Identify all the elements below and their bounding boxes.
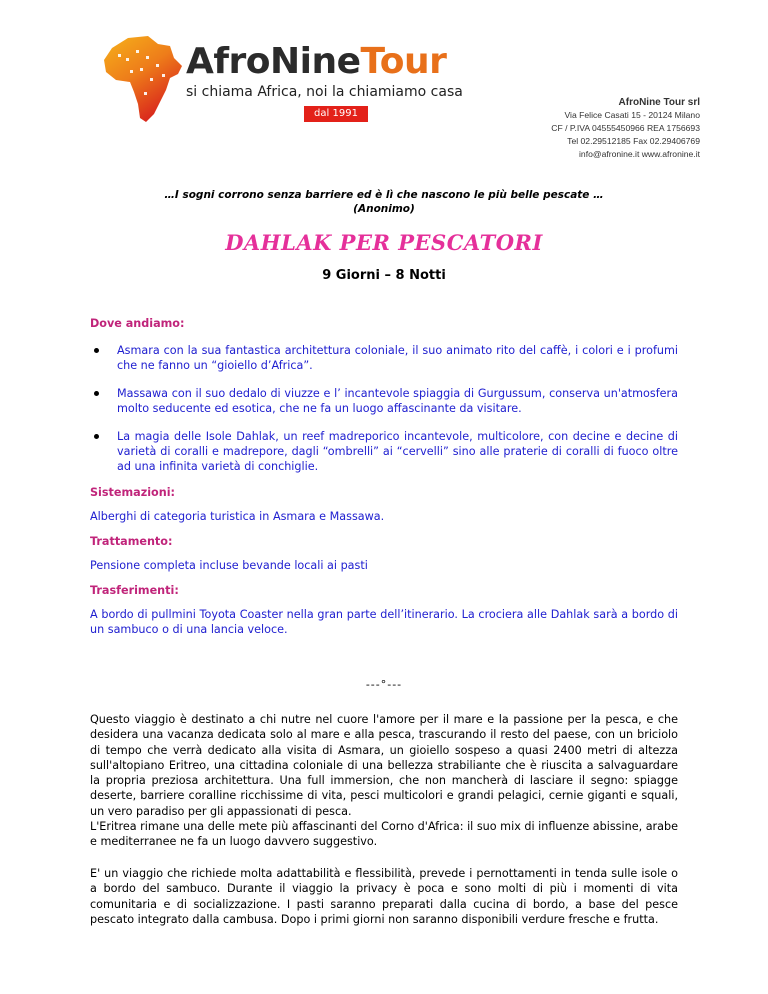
trip-duration: 9 Giorni – 8 Notti: [322, 268, 446, 283]
company-info: [500, 96, 700, 161]
quote-text: …I sogni corrono senza barriere ed è lì che nascono le più belle pescate …: [164, 189, 604, 201]
paragraph-text: L'Eritrea rimane una delle mete più affascinanti del Corno d'Africa: il suo mix di influenze abissine, arabe e mediterranee ne fa un luogo davvero suggestivo.: [90, 820, 678, 849]
accommodation-heading: Sistemazioni:: [90, 486, 175, 499]
travel-notes-paragraph: E' un viaggio che richiede molta adattabilità e flessibilità, prevede i pernottamenti in tenda sulle isole o a bordo del sambuco. Durante il viaggio la privacy è poca e sono molti di più i momenti di vita comunitaria e di socializzazione. I pasti saranno preparati dalla cucina di bordo, a base del pesce pescato integrato dalla cambusa. Dopo i primi giorni non saranno disponibili verdure fresche e frutta.: [90, 867, 678, 926]
board-heading: Trattamento:: [90, 535, 173, 548]
destination-list: [90, 343, 678, 474]
company-address: Via Felice Casati 15 - 20124 Milano: [564, 110, 700, 120]
company-tax-info: CF / P.IVA 04555450966 REA 1756693: [551, 123, 700, 133]
paragraph-text: Questo viaggio è destinato a chi nutre nel cuore l'amore per il mare e la passione per la pesca, e che desidera una vacanza dedicata solo al mare e alla pesca, trascurando il resto del paese, con un briciolo di tempo che verrà dedicato alla visita di Asmara, un gioiello sospeso a quasi 2400 metri di altezza sull'altopiano Eritreo, una cittadina coloniale di una bellezza strabiliante che è riuscita a salvaguardare la propria preziosa architettura. Una full immersion, che non mancherà di lasciare il segno: spiagge deserte, barriere coralline ricchissime di vita, pesci multicolori e grandi pelagici, cernie giganti e squali, un vero paradiso per gli appassionati di pesca.: [90, 713, 678, 818]
board-text: Pensione completa incluse bevande locali ai pasti: [90, 559, 368, 572]
company-web: info@afronine.it www.afronine.it: [579, 149, 700, 159]
list-item: Massawa con il suo dedalo di viuzze e l’ incantevole spiaggia di Gurgussum, conserva un'atmosfera molto seducente ed esotica, che ne fa un luogo affascinante da visitare.: [90, 386, 678, 416]
bullet-icon: [94, 434, 99, 439]
logo-tagline: si chiama Africa, noi la chiamiamo casa: [186, 84, 463, 100]
transfers-text: A bordo di pullmini Toyota Coaster nella gran parte dell’itinerario. La crociera alle Dahlak sarà a bordo di un sambuco o di una lancia veloce.: [90, 608, 678, 636]
logo-brand: [186, 42, 446, 82]
since-badge: dal 1991: [304, 106, 368, 122]
quote-author: (Anonimo): [353, 203, 415, 215]
africa-map-icon: [100, 34, 186, 126]
bullet-icon: [94, 348, 99, 353]
accommodation-text: Alberghi di categoria turistica in Asmara e Massawa.: [90, 510, 385, 523]
logo-brand-accent: Tour: [360, 41, 447, 82]
company-name: AfroNine Tour srl: [618, 97, 700, 108]
company-phone: Tel 02.29512185 Fax 02.29406769: [567, 136, 700, 146]
where-heading: Dove andiamo:: [90, 317, 185, 330]
afronine-logo: [108, 34, 463, 124]
page-title: DAHLAK PER PESCATORI: [225, 230, 543, 255]
section-divider: ---°---: [365, 678, 403, 691]
transfers-heading: Trasferimenti:: [90, 584, 179, 597]
epigraph: [0, 188, 768, 216]
list-item: Asmara con la sua fantastica architettura coloniale, il suo animato rito del caffè, i colori e i profumi che ne fanno un “gioiello d’Africa”.: [90, 343, 678, 373]
list-item: La magia delle Isole Dahlak, un reef madreporico incantevole, multicolore, con decine e decine di varietà di coralli e madrepore, dagli “ombrelli” ai “cervelli” sino alle praterie di coralli di fuoco oltre ad una infinita varietà di conchiglie.: [90, 429, 678, 474]
trip-summary: [90, 316, 678, 647]
bullet-icon: [94, 391, 99, 396]
intro-paragraph: [90, 712, 678, 850]
logo-brand-main: AfroNine: [186, 41, 361, 82]
